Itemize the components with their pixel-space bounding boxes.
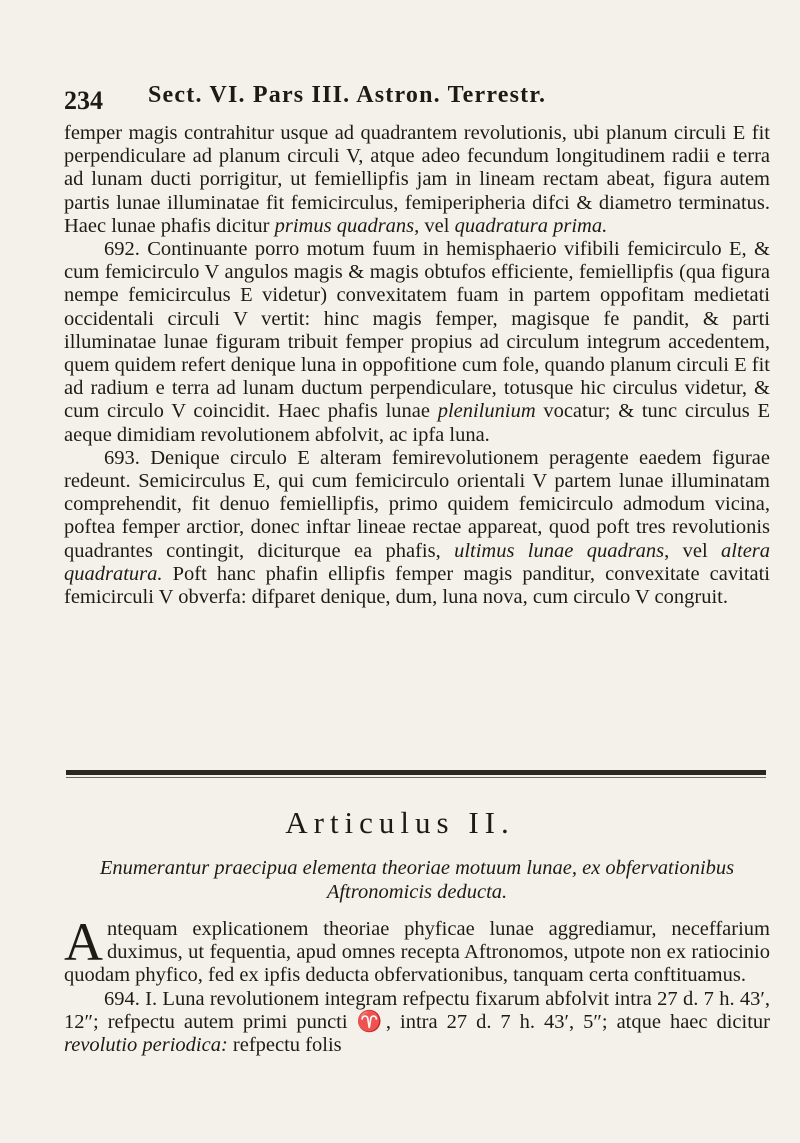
main-text [64,122,770,609]
article-text [64,912,770,1057]
running-head: Sect. VI. Pars III. Astron. Terrestr. [148,82,547,108]
section-divider [66,770,766,775]
paragraph-intro: Antequam explicationem theoriae phyficae lunae aggrediamur, neceffarium duximus, ut fequentia, apud omnes recepta Aftronomos, utpote non ex ratiocinio quodam phyfico, fed ex ipfis deducta obfervationibus, tanquam certa conftituamus. [64,912,770,987]
page-header [64,80,760,120]
paragraph-694: 694. I. Luna revolutionem integram refpectu fixarum abfolvit intra 27 d. 7 h. 43′, 12″; refpectu autem primi puncti ♈, intra 27 d. 7 h. 43′, 5″; atque haec dicitur revolutio periodica: refpectu folis [64,987,770,1057]
paragraph-691: femper magis contrahitur usque ad quadrantem revolutionis, ubi planum circuli E fit perpendiculare ad planum circuli V, atque adeo fecundum longitudinem radii e terra ad lunam ducti porrigitur, ut femiellipfis jam in lineam rectam abeat, figura autem partis lunae illuminatae fit femicirculus, femiperipheria difci & diametro terminatus. Haec lunae phafis dicitur primus quadrans, vel quadratura prima. [64,122,770,237]
article-heading: Articulus II. [285,805,515,840]
article-summary: Enumerantur praecipua elementa theoriae motuum lunae, ex obfervationibus Aftronomicis deducta. [99,857,735,903]
drop-cap: A [64,912,103,972]
section-divider-thin [66,777,766,778]
page-number: 234 [64,86,103,115]
paragraph-693: 693. Denique circulo E alteram femirevolutionem peragente eaedem figurae redeunt. Semicirculus E, qui cum femicirculo orientali V partem lunae illuminatam comprehendit, fit denuo femiellipfis, primo quidem femicirculo admodum vicina, poftea femper arctior, donec inftar lineae rectae appareat, quod poft tres revolutionis quadrantes contingit, diciturque ea phafis, ultimus lunae quadrans, vel altera quadratura. Poft hanc phafin ellipfis femper magis panditur, convexitate cavitati femicirculi V obverfa: difparet denique, dum, luna nova, cum circulo V congruit. [64,446,771,609]
paragraph-692: 692. Continuante porro motum fuum in hemisphaerio vifibili femicirculo E, & cum femicirculo V angulos magis & magis obtufos efficiente, femiellipfis (qua figura nempe femicirculus E videtur) convexitatem fuam in partem oppofitam medietati occidentali circuli V vertit: hinc magis femper, magisque fe pandit, & parti illuminatae lunae figuram tribuit femper propius ad circulum integrum accedentem, quem quidem refert denique luna in oppofitione cum fole, quando planum circuli E fit ad radium e terra ad lunam ductum perpendiculare, totusque hic circulus videtur, & cum circulo V coincidit. Haec phafis lunae plenilunium vocatur; & tunc circulus E aeque dimidiam revolutionem abfolvit, ac ipfa luna. [64,238,770,446]
